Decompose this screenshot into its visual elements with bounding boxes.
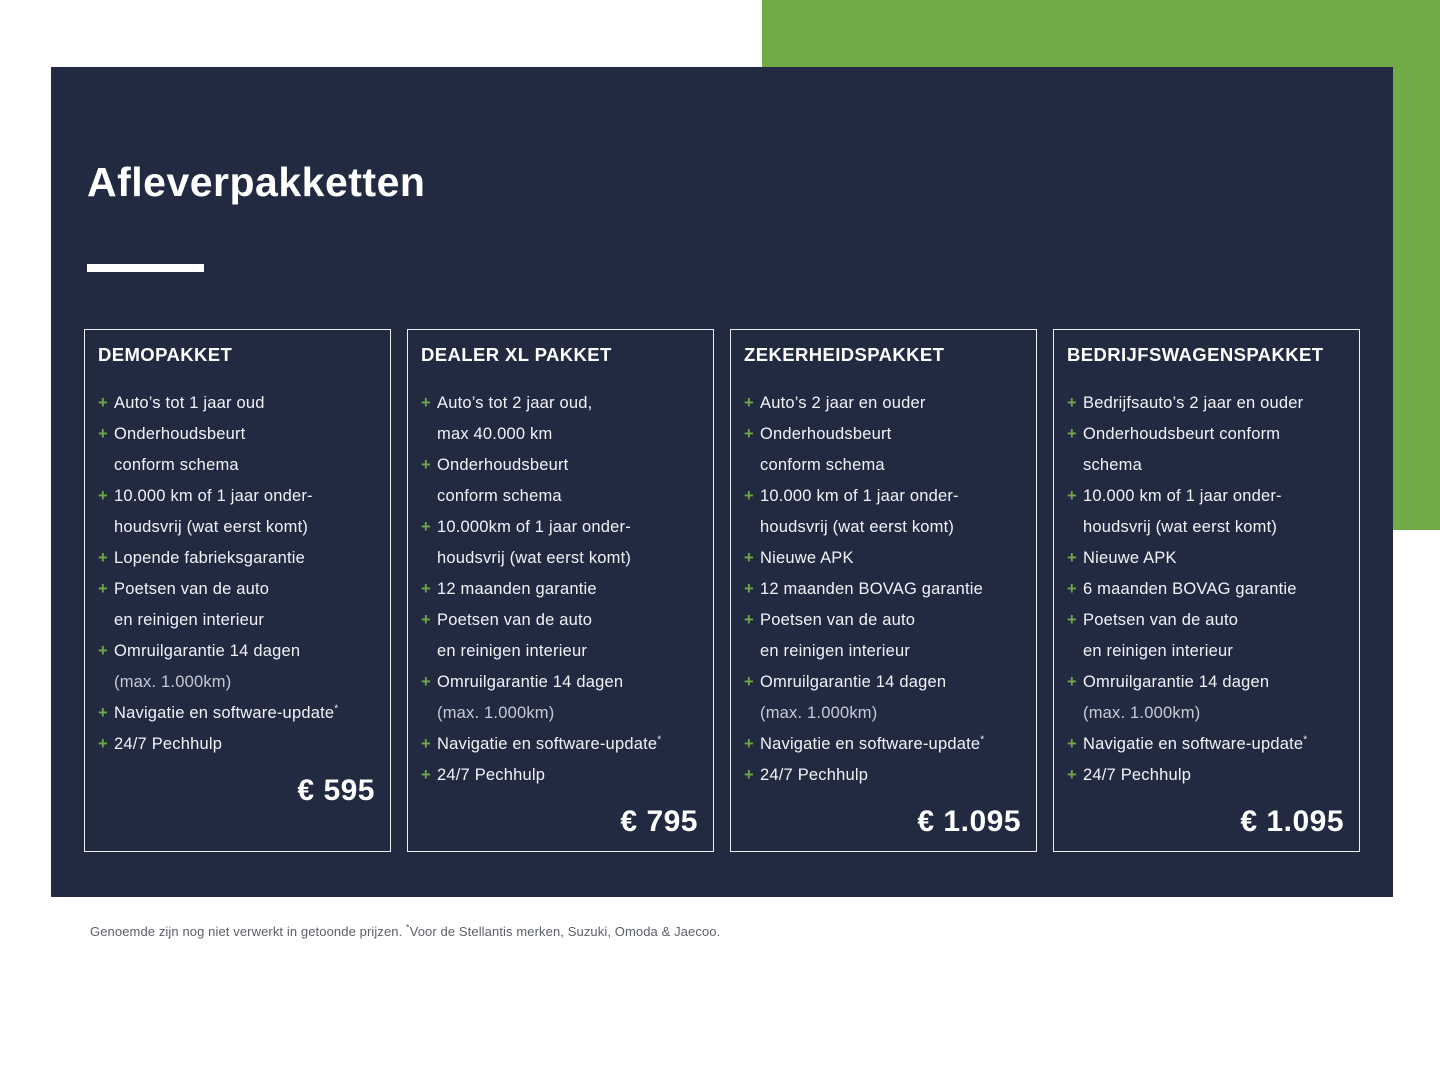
feature-text: 24/7 Pechhulp (114, 735, 223, 753)
feature-text: Auto’s 2 jaar en ouder (760, 394, 926, 412)
feature-text: 10.000km of 1 jaar onder- (437, 518, 631, 536)
feature-item (744, 605, 1022, 636)
feature-item (744, 667, 1022, 698)
feature-text: Navigatie en software-update* (437, 734, 662, 753)
feature-text: Omruilgarantie 14 dagen (1083, 673, 1270, 691)
package-feature-list (744, 388, 1022, 791)
feature-item-continuation (98, 450, 376, 481)
feature-item (744, 729, 1022, 760)
feature-item (421, 729, 699, 760)
plus-bullet-icon: + (744, 425, 754, 443)
page-title: Afleverpakketten (87, 159, 426, 205)
plus-bullet-icon: + (1067, 487, 1077, 505)
feature-item-continuation (98, 667, 376, 698)
package-card (730, 329, 1037, 852)
feature-item-continuation (421, 481, 699, 512)
plus-bullet-icon: + (98, 487, 108, 505)
feature-text: Onderhoudsbeurt conform (1083, 425, 1281, 443)
package-card (407, 329, 714, 852)
footnote-text-before: Genoemde zijn nog niet verwerkt in getoonde prijzen. (90, 924, 407, 939)
feature-text: 12 maanden garantie (437, 580, 597, 598)
plus-bullet-icon: + (1067, 673, 1077, 691)
feature-item (744, 388, 1022, 419)
feature-text: en reinigen interieur (437, 642, 588, 660)
feature-item (1067, 419, 1345, 450)
plus-bullet-icon: + (744, 549, 754, 567)
feature-text: (max. 1.000km) (114, 673, 232, 691)
feature-text: 24/7 Pechhulp (760, 766, 869, 784)
plus-bullet-icon: + (744, 487, 754, 505)
feature-item (98, 419, 376, 450)
package-feature-list (421, 388, 699, 791)
plus-bullet-icon: + (1067, 611, 1077, 629)
plus-bullet-icon: + (98, 580, 108, 598)
plus-bullet-icon: + (421, 394, 431, 412)
feature-item (98, 636, 376, 667)
feature-text: en reinigen interieur (760, 642, 911, 660)
feature-text: Nieuwe APK (1083, 549, 1177, 567)
plus-bullet-icon: + (744, 766, 754, 784)
feature-text: Auto’s tot 2 jaar oud, (437, 394, 593, 412)
feature-text: 24/7 Pechhulp (437, 766, 546, 784)
package-feature-list (98, 388, 376, 760)
feature-item (1067, 760, 1345, 791)
feature-text: Auto’s tot 1 jaar oud (114, 394, 265, 412)
feature-text: houdsvrij (wat eerst komt) (760, 518, 955, 536)
plus-bullet-icon: + (421, 518, 431, 536)
feature-text: houdsvrij (wat eerst komt) (1083, 518, 1278, 536)
package-title: DEMOPAKKET (98, 344, 233, 365)
plus-bullet-icon: + (1067, 580, 1077, 598)
feature-text: Omruilgarantie 14 dagen (114, 642, 301, 660)
feature-text: houdsvrij (wat eerst komt) (437, 549, 632, 567)
plus-bullet-icon: + (98, 704, 108, 722)
package-price: € 1.095 (917, 805, 1021, 838)
plus-bullet-icon: + (421, 456, 431, 474)
plus-bullet-icon: + (1067, 394, 1077, 412)
feature-item (744, 760, 1022, 791)
feature-text: Onderhoudsbeurt (114, 425, 246, 443)
title-underline (87, 264, 204, 272)
plus-bullet-icon: + (98, 394, 108, 412)
feature-text: 10.000 km of 1 jaar onder- (114, 487, 313, 505)
feature-item (421, 574, 699, 605)
feature-text: Onderhoudsbeurt (760, 425, 892, 443)
feature-item (98, 698, 376, 729)
feature-item (98, 481, 376, 512)
feature-item (1067, 667, 1345, 698)
feature-text: 24/7 Pechhulp (1083, 766, 1192, 784)
feature-item-continuation (1067, 450, 1345, 481)
feature-text: conform schema (760, 456, 885, 474)
feature-item (744, 574, 1022, 605)
plus-bullet-icon: + (1067, 549, 1077, 567)
feature-item (98, 388, 376, 419)
feature-text: conform schema (437, 487, 562, 505)
feature-item-continuation (98, 605, 376, 636)
feature-item (98, 574, 376, 605)
feature-text: en reinigen interieur (1083, 642, 1234, 660)
feature-text: Poetsen van de auto (114, 580, 270, 598)
asterisk-superscript: * (657, 734, 662, 746)
feature-item-continuation (744, 512, 1022, 543)
feature-text: Nieuwe APK (760, 549, 854, 567)
feature-item (421, 512, 699, 543)
plus-bullet-icon: + (421, 673, 431, 691)
feature-item (421, 667, 699, 698)
asterisk-superscript: * (1303, 734, 1308, 746)
plus-bullet-icon: + (744, 580, 754, 598)
feature-text: Omruilgarantie 14 dagen (437, 673, 624, 691)
feature-item (421, 760, 699, 791)
plus-bullet-icon: + (1067, 766, 1077, 784)
feature-text: max 40.000 km (437, 425, 553, 443)
footnote-text-after: Voor de Stellantis merken, Suzuki, Omoda & Jaecoo. (409, 924, 721, 939)
feature-item (1067, 605, 1345, 636)
content-panel (51, 67, 1393, 897)
asterisk-superscript: * (980, 734, 985, 746)
feature-item-continuation (98, 512, 376, 543)
feature-text: (max. 1.000km) (1083, 704, 1201, 722)
plus-bullet-icon: + (421, 611, 431, 629)
feature-text: 12 maanden BOVAG garantie (760, 580, 983, 598)
feature-item (1067, 543, 1345, 574)
feature-text: (max. 1.000km) (437, 704, 555, 722)
plus-bullet-icon: + (421, 735, 431, 753)
feature-text: conform schema (114, 456, 239, 474)
feature-text: Omruilgarantie 14 dagen (760, 673, 947, 691)
feature-text: 10.000 km of 1 jaar onder- (1083, 487, 1282, 505)
plus-bullet-icon: + (1067, 735, 1077, 753)
feature-item (1067, 574, 1345, 605)
feature-item (744, 543, 1022, 574)
feature-item (1067, 729, 1345, 760)
plus-bullet-icon: + (98, 425, 108, 443)
feature-text: Navigatie en software-update* (760, 734, 985, 753)
feature-text: 10.000 km of 1 jaar onder- (760, 487, 959, 505)
feature-text: Poetsen van de auto (1083, 611, 1239, 629)
footnote (90, 924, 720, 939)
feature-item (1067, 388, 1345, 419)
feature-text: Poetsen van de auto (437, 611, 593, 629)
feature-item (421, 605, 699, 636)
feature-item-continuation (1067, 698, 1345, 729)
plus-bullet-icon: + (98, 735, 108, 753)
plus-bullet-icon: + (1067, 425, 1077, 443)
package-price: € 1.095 (1240, 805, 1344, 838)
package-title: ZEKERHEIDSPAKKET (744, 344, 945, 365)
feature-item-continuation (1067, 512, 1345, 543)
plus-bullet-icon: + (98, 642, 108, 660)
plus-bullet-icon: + (98, 549, 108, 567)
package-price: € 795 (620, 805, 698, 838)
feature-item-continuation (744, 698, 1022, 729)
package-feature-list (1067, 388, 1345, 791)
feature-item-continuation (1067, 636, 1345, 667)
packages-row (84, 329, 1360, 852)
feature-text: 6 maanden BOVAG garantie (1083, 580, 1297, 598)
feature-item (744, 481, 1022, 512)
feature-item (1067, 481, 1345, 512)
feature-text: Navigatie en software-update* (114, 703, 339, 722)
package-price: € 595 (297, 774, 375, 807)
plus-bullet-icon: + (744, 735, 754, 753)
feature-item (421, 450, 699, 481)
feature-item-continuation (421, 419, 699, 450)
feature-text: houdsvrij (wat eerst komt) (114, 518, 309, 536)
package-card (84, 329, 391, 852)
package-card (1053, 329, 1360, 852)
feature-item (98, 543, 376, 574)
feature-text: (max. 1.000km) (760, 704, 878, 722)
feature-item-continuation (421, 543, 699, 574)
feature-item (421, 388, 699, 419)
asterisk-superscript: * (334, 703, 339, 715)
feature-item (744, 419, 1022, 450)
footnote-asterisk: * (406, 922, 410, 933)
feature-item-continuation (421, 636, 699, 667)
feature-text: Poetsen van de auto (760, 611, 916, 629)
feature-item-continuation (744, 450, 1022, 481)
feature-text: Lopende fabrieksgarantie (114, 549, 306, 567)
plus-bullet-icon: + (744, 394, 754, 412)
feature-text: Onderhoudsbeurt (437, 456, 569, 474)
plus-bullet-icon: + (421, 766, 431, 784)
feature-text: Navigatie en software-update* (1083, 734, 1308, 753)
plus-bullet-icon: + (421, 580, 431, 598)
plus-bullet-icon: + (744, 611, 754, 629)
feature-text: schema (1083, 456, 1142, 474)
feature-item (98, 729, 376, 760)
feature-text: Bedrijfsauto’s 2 jaar en ouder (1083, 394, 1304, 412)
feature-item-continuation (421, 698, 699, 729)
feature-item-continuation (744, 636, 1022, 667)
plus-bullet-icon: + (744, 673, 754, 691)
feature-text: en reinigen interieur (114, 611, 265, 629)
package-title: DEALER XL PAKKET (421, 344, 612, 365)
package-title: BEDRIJFSWAGENSPAKKET (1067, 344, 1324, 365)
